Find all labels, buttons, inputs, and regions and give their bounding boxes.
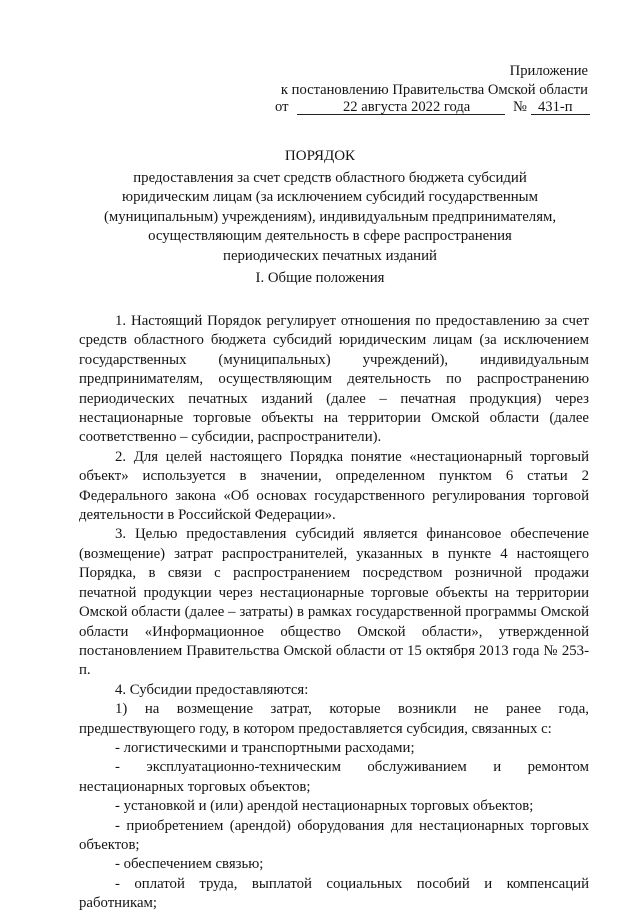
number-label: № xyxy=(513,99,527,115)
document-body xyxy=(79,312,589,914)
list-item: - эксплуатационно-техническим обслуживанием и ремонтом нестационарных торговых объектов; xyxy=(79,759,589,795)
list-item: - обеспечением связью; xyxy=(115,856,264,873)
paragraph-1: 1. Настоящий Порядок регулирует отношения по предоставлению за счет средств областного бюджета субсидий юридическим лицам (за исключением государственных (муниципальных) учреждений), индивидуальным предпринимателям, осуществляющим деятельность по распространению периодических печатных изданий (далее – печатная продукция) через нестационарные торговые объекты на территории Омской области (далее соответственно – субсидии, распространители). xyxy=(79,313,589,446)
paragraph-4-1: 1) на возмещение затрат, которые возникли не ранее года, предшествующего году, в котором предоставляется субсидия, связанных с: xyxy=(79,701,589,737)
document-title: ПОРЯДОК xyxy=(284,148,356,164)
paragraph-4: 4. Субсидии предоставляются: xyxy=(115,681,309,698)
document-subtitle: предоставления за счет средств областного бюджета субсидий юридическим лицам (за исключением субсидий государственным (муниципальным) учреждениям), индивидуальным предпринимателям, осуществляющим деятельность в сфере распространения периодических печатных изданий xyxy=(103,170,557,264)
section-title: I. Общие положения xyxy=(255,270,385,286)
order-number: 431-п xyxy=(538,99,573,115)
list-item: - оплатой труда, выплатой социальных пособий и компенсаций работникам; xyxy=(79,875,589,912)
decree-line: к постановлению Правительства Омской области xyxy=(280,82,588,98)
list-item: - приобретением (арендой) оборудования для нестационарных торговых объектов; xyxy=(79,817,589,853)
list-item: - логистическими и транспортными расходами; xyxy=(115,739,415,756)
appendix-label: Приложение xyxy=(509,63,588,79)
from-label: от xyxy=(275,99,289,115)
paragraph-2: 2. Для целей настоящего Порядка понятие «нестационарный торговый объект» используется в значении, определенном пунктом 6 статьи 2 Федерального закона «Об основах государственного регулирования торговой деятельности в Российской Федерации». xyxy=(79,448,589,524)
paragraph-3: 3. Целью предоставления субсидий является финансовое обеспечение (возмещение) затрат распространителей, указанных в пункте 4 настоящего Порядка, в связи с распространением посредством розничной продажи печатной продукции через нестационарные торговые объекты на территории Омской области (далее – затраты) в рамках государственной программы Омской области «Информационное общество Омской области», утвержденной постановлением Правительства Омской области от 15 октября 2013 года № 253-п. xyxy=(79,526,589,679)
order-reference xyxy=(275,97,590,117)
order-date: 22 августа 2022 года xyxy=(343,99,471,115)
list-item: - установкой и (или) арендой нестационарных торговых объектов; xyxy=(115,798,534,815)
